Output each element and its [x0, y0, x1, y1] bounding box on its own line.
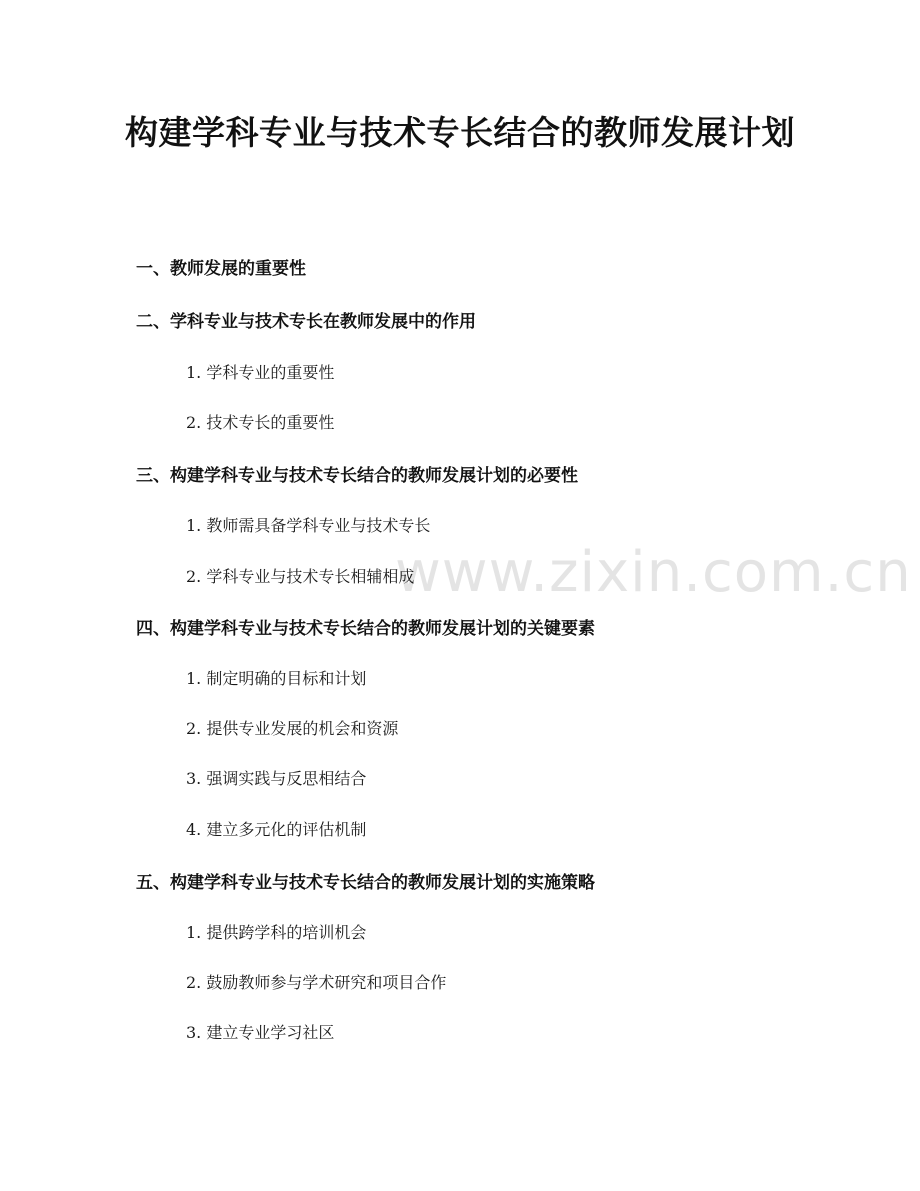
document-title: 构建学科专业与技术专长结合的教师发展计划	[125, 113, 795, 152]
watermark: www.zixin.com.cn	[395, 540, 912, 605]
section-item: 2. 鼓励教师参与学术研究和项目合作	[186, 973, 447, 992]
section-item: 3. 强调实践与反思相结合	[186, 769, 367, 788]
section-item: 1. 学科专业的重要性	[186, 363, 335, 382]
section-item: 4. 建立多元化的评估机制	[186, 820, 367, 839]
section-heading-4: 四、构建学科专业与技术专长结合的教师发展计划的关键要素	[136, 619, 595, 639]
section-item: 3. 建立专业学习社区	[186, 1023, 335, 1042]
section-item: 1. 提供跨学科的培训机会	[186, 923, 367, 942]
section-heading-3: 三、构建学科专业与技术专长结合的教师发展计划的必要性	[136, 466, 578, 486]
section-item: 1. 制定明确的目标和计划	[186, 669, 367, 688]
section-heading-2: 二、学科专业与技术专长在教师发展中的作用	[136, 312, 476, 332]
section-heading-1: 一、教师发展的重要性	[136, 259, 306, 279]
section-heading-5: 五、构建学科专业与技术专长结合的教师发展计划的实施策略	[136, 873, 595, 893]
section-item: 1. 教师需具备学科专业与技术专长	[186, 516, 431, 535]
section-item: 2. 提供专业发展的机会和资源	[186, 719, 399, 738]
section-item: 2. 技术专长的重要性	[186, 413, 335, 432]
section-item: 2. 学科专业与技术专长相辅相成	[186, 567, 415, 586]
